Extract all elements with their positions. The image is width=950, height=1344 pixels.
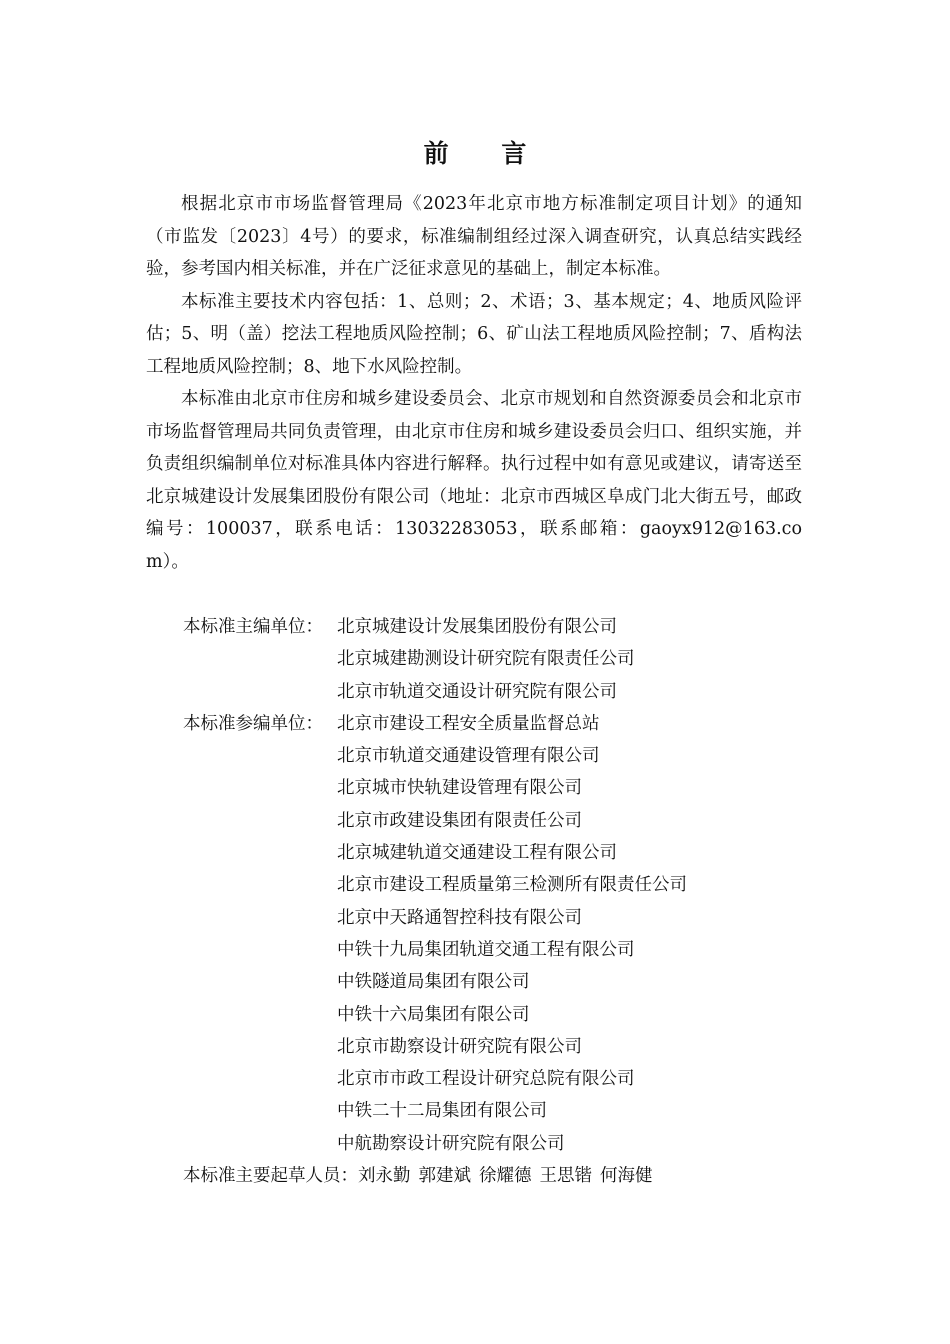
- chief-units-label: 本标准主编单位：: [183, 617, 323, 637]
- participating-unit-item: 北京市市政工程设计研究总院有限公司: [337, 1069, 635, 1090]
- participating-units-block: [183, 708, 823, 1160]
- chief-unit-item: 北京城建勘测设计研究院有限责任公司: [337, 649, 635, 670]
- participating-unit-item: 北京市建设工程安全质量监督总站: [337, 713, 600, 734]
- participating-unit-item: 北京城市快轨建设管理有限公司: [337, 778, 582, 799]
- participating-unit-item: 北京市轨道交通建设管理有限公司: [337, 746, 600, 767]
- participating-unit-item: 北京市建设工程质量第三检测所有限责任公司: [337, 875, 687, 896]
- participating-unit-item: 中铁十六局集团有限公司: [337, 1004, 530, 1025]
- drafter-name: 王思锴: [539, 1166, 592, 1187]
- participating-unit-item: 北京城建轨道交通建设工程有限公司: [337, 843, 617, 864]
- drafter-name: 何海健: [600, 1166, 653, 1187]
- drafter-name: 郭建斌: [418, 1166, 471, 1187]
- chief-unit-item: 北京城建设计发展集团股份有限公司: [337, 617, 617, 637]
- drafters-line: [183, 1160, 823, 1192]
- participating-unit-item: 中铁十九局集团轨道交通工程有限公司: [337, 939, 635, 960]
- participating-unit-item: 北京市勘察设计研究院有限公司: [337, 1036, 582, 1057]
- drafter-name: 刘永勤: [358, 1166, 411, 1187]
- chief-units-block: [183, 611, 823, 708]
- participating-unit-item: 北京市政建设集团有限责任公司: [337, 810, 582, 831]
- units-section: [183, 611, 823, 1192]
- drafter-name: 徐耀德: [479, 1166, 532, 1187]
- chief-unit-item: 北京市轨道交通设计研究院有限公司: [337, 681, 617, 702]
- page-title: 前 言: [423, 139, 549, 168]
- participating-unit-item: 中铁二十二局集团有限公司: [337, 1101, 547, 1122]
- preface-paragraph-3: 本标准由北京市住房和城乡建设委员会、北京市规划和自然资源委员会和北京市市场监督管理局共同负责管理，由北京市住房和城乡建设委员会归口、组织实施，并负责组织编制单位对标准具体内容进行解释。执行过程中如有意见或建议，请寄送至北京城建设计发展集团股份有限公司（地址：北京市西城区阜成门北大街五号，邮政编号：100037，联系电话：13032283053，联系邮箱：gaoyx912@163.com）。: [146, 389, 802, 572]
- preface-paragraph-2: 本标准主要技术内容包括：1、总则；2、术语；3、基本规定；4、地质风险评估；5、明（盖）挖法工程地质风险控制；6、矿山法工程地质风险控制；7、盾构法工程地质风险控制；8、地下水风险控制。: [146, 291, 802, 377]
- preface-paragraph-1: 根据北京市市场监督管理局《2023年北京市地方标准制定项目计划》的通知（市监发〔2023〕4号）的要求，标准编制组经过深入调查研究，认真总结实践经验，参考国内相关标准，并在广泛征求意见的基础上，制定本标准。: [146, 194, 802, 279]
- participating-unit-item: 中铁隧道局集团有限公司: [337, 972, 530, 993]
- participating-unit-item: 北京中天路通智控科技有限公司: [337, 907, 582, 928]
- participating-units-list: [337, 708, 823, 1160]
- chief-units-list: [337, 611, 823, 708]
- participating-unit-item: 中航勘察设计研究院有限公司: [337, 1133, 565, 1154]
- participating-units-label: 本标准参编单位：: [183, 713, 323, 734]
- drafters-label: 本标准主要起草人员：: [183, 1166, 358, 1187]
- preface-body: [146, 188, 802, 578]
